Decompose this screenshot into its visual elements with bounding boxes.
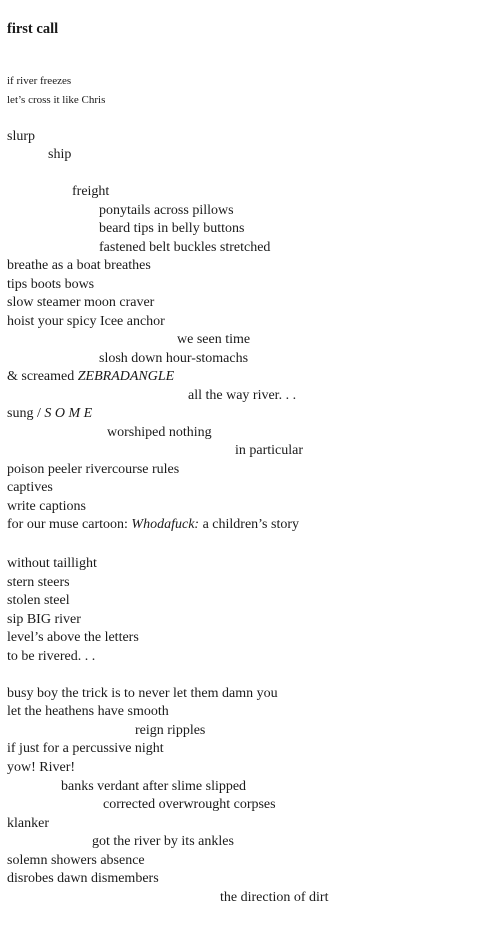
poem-line: without taillight [7, 556, 97, 571]
poem-line: klanker [7, 816, 49, 831]
poem-line-text: sung / [7, 406, 45, 421]
poem-line: got the river by its ankles [92, 834, 234, 849]
poem-line: let the heathens have smooth [7, 704, 169, 719]
poem-line: solemn showers absence [7, 853, 145, 868]
poem-line: all the way river. . . [188, 388, 297, 403]
poem-line: slosh down hour-stomachs [99, 351, 249, 366]
poem-line: to be rivered. . . [7, 649, 96, 664]
poem-line [7, 516, 299, 534]
poem-line: sip BIG river [7, 612, 81, 627]
poem-line-italic: ZEBRADANGLE [77, 369, 175, 384]
poem-line: busy boy the trick is to never let them damn you [7, 686, 278, 701]
poem-line-italic: Whodafuck: [131, 517, 200, 532]
epigraph-line-2: let’s cross it like Chris [7, 94, 106, 106]
poem-line: stolen steel [7, 593, 70, 608]
poem-line: we seen time [177, 332, 251, 347]
poem-line: if just for a percussive night [7, 741, 164, 756]
poem-line-text: a children’s story [199, 517, 299, 532]
poem-line: banks verdant after slime slipped [61, 779, 247, 794]
poem-line: beard tips in belly buttons [99, 221, 245, 236]
poem-line-text: for our muse cartoon: [7, 517, 132, 532]
poem-line: stern steers [7, 575, 70, 590]
epigraph-line-1: if river freezes [7, 75, 72, 87]
poem-line: fastened belt buckles stretched [99, 240, 271, 255]
poem-line: ponytails across pillows [99, 203, 234, 218]
poem-line: yow! River! [7, 760, 76, 775]
poem-line-text: & screamed [7, 369, 78, 384]
poem-line: hoist your spicy Icee anchor [7, 314, 165, 329]
poem-line: tips boots bows [7, 277, 95, 292]
poem-line: slow steamer moon craver [7, 295, 155, 310]
poem-line [7, 368, 174, 386]
poem-line: worshiped nothing [107, 425, 212, 440]
poem-line: poison peeler rivercourse rules [7, 462, 180, 477]
poem-line: captives [7, 480, 53, 495]
poem-line: in particular [235, 443, 304, 458]
poem-line: ship [48, 147, 72, 162]
poem-line: slurp [7, 129, 35, 144]
poem-title: first call [7, 21, 59, 37]
poem-line [7, 405, 92, 423]
poem-line: level’s above the letters [7, 630, 139, 645]
poem-line-italic: S O M E [44, 406, 93, 421]
poem-line: breathe as a boat breathes [7, 258, 151, 273]
poem-line: reign ripples [135, 723, 206, 738]
poem-line: the direction of dirt [220, 890, 329, 905]
poem-line: corrected overwrought corpses [103, 797, 276, 812]
poem-line: write captions [7, 499, 86, 514]
poem-line: disrobes dawn dismembers [7, 871, 159, 886]
poem-line: freight [72, 184, 110, 199]
